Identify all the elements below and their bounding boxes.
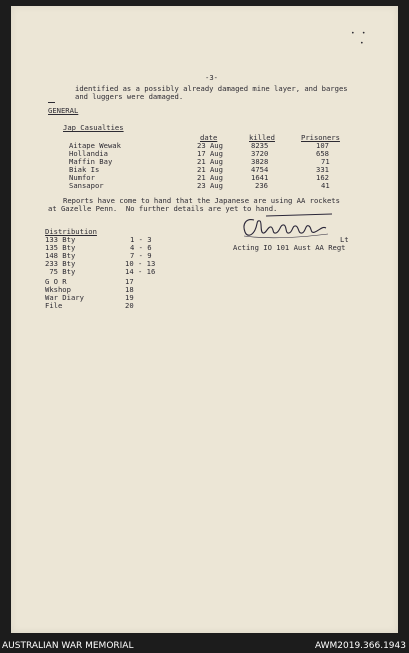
place-cell: Aitape Wewak	[69, 141, 121, 150]
prisoners-cell: 107	[316, 141, 329, 150]
col-header-date: date	[200, 133, 218, 142]
copies-cell: 18	[125, 285, 134, 294]
reports-line-1: Reports have come to hand that the Japanese are using AA rockets	[63, 196, 340, 205]
unit-cell: 135 Bty	[45, 243, 76, 252]
corner-mark: • •	[351, 30, 366, 37]
unit-cell: 233 Bty	[45, 259, 76, 268]
intro-line-2: and luggers were damaged.	[75, 92, 184, 101]
date-cell: 21 Aug	[197, 173, 223, 182]
copies-cell: 17	[125, 277, 134, 286]
date-cell: 21 Aug	[197, 165, 223, 174]
place-cell: Hollandia	[69, 149, 108, 158]
unit-cell: 148 Bty	[45, 251, 76, 260]
copies-cell: 4 - 6	[130, 243, 152, 252]
prisoners-cell: 162	[316, 173, 329, 182]
unit-cell: 75 Bty	[45, 267, 76, 276]
copies-cell: 7 - 9	[130, 251, 152, 260]
col-header-prisoners: Prisoners	[301, 133, 340, 142]
date-cell: 23 Aug	[197, 181, 223, 190]
killed-cell: 4754	[251, 165, 269, 174]
prisoners-cell: 41	[321, 181, 330, 190]
copies-cell: 10 - 13	[125, 259, 156, 268]
col-header-killed: killed	[249, 133, 275, 142]
prisoners-cell: 331	[316, 165, 329, 174]
footer-credit: AUSTRALIAN WAR MEMORIAL	[2, 641, 134, 651]
unit-cell: 133 Bty	[45, 235, 76, 244]
signature-scribble	[236, 212, 346, 242]
killed-cell: 3828	[251, 157, 269, 166]
date-cell: 17 Aug	[197, 149, 223, 158]
prisoners-cell: 658	[316, 149, 329, 158]
copies-cell: 19	[125, 293, 134, 302]
killed-cell: 3720	[251, 149, 269, 158]
signature-rank: Lt	[340, 235, 349, 244]
killed-cell: 8235	[251, 141, 269, 150]
corner-mark: •	[360, 40, 364, 47]
copies-cell: 14 - 16	[125, 267, 156, 276]
unit-cell: War Diary	[45, 293, 84, 302]
date-cell: 21 Aug	[197, 157, 223, 166]
document-page	[11, 6, 398, 633]
casualties-title: Jap Casualties	[63, 123, 124, 132]
killed-cell: 1641	[251, 173, 269, 182]
date-cell: 23 Aug	[197, 141, 223, 150]
copies-cell: 20	[125, 301, 134, 310]
unit-cell: File	[45, 301, 63, 310]
killed-cell: 236	[255, 181, 268, 190]
place-cell: Sansapor	[69, 181, 104, 190]
copies-cell: 1 - 3	[130, 235, 152, 244]
place-cell: Maffin Bay	[69, 157, 113, 166]
prisoners-cell: 71	[321, 157, 330, 166]
unit-cell: Wkshop	[45, 285, 71, 294]
place-cell: Biak Is	[69, 165, 100, 174]
separator-dash	[48, 102, 55, 103]
intro-line-1: identified as a possibly already damaged mine layer, and barges	[75, 84, 348, 93]
unit-cell: G O R	[45, 277, 67, 286]
section-heading: GENERAL	[48, 106, 79, 115]
place-cell: Numfor	[69, 173, 95, 182]
distribution-title: Distribution	[45, 227, 97, 236]
page-number: -3-	[205, 73, 218, 82]
reports-line-2: at Gazelle Penn. No further details are yet to hand.	[48, 204, 278, 213]
signature-block: Acting IO 101 Aust AA Regt	[233, 243, 346, 252]
footer-accession-number: AWM2019.366.1943	[314, 641, 406, 651]
